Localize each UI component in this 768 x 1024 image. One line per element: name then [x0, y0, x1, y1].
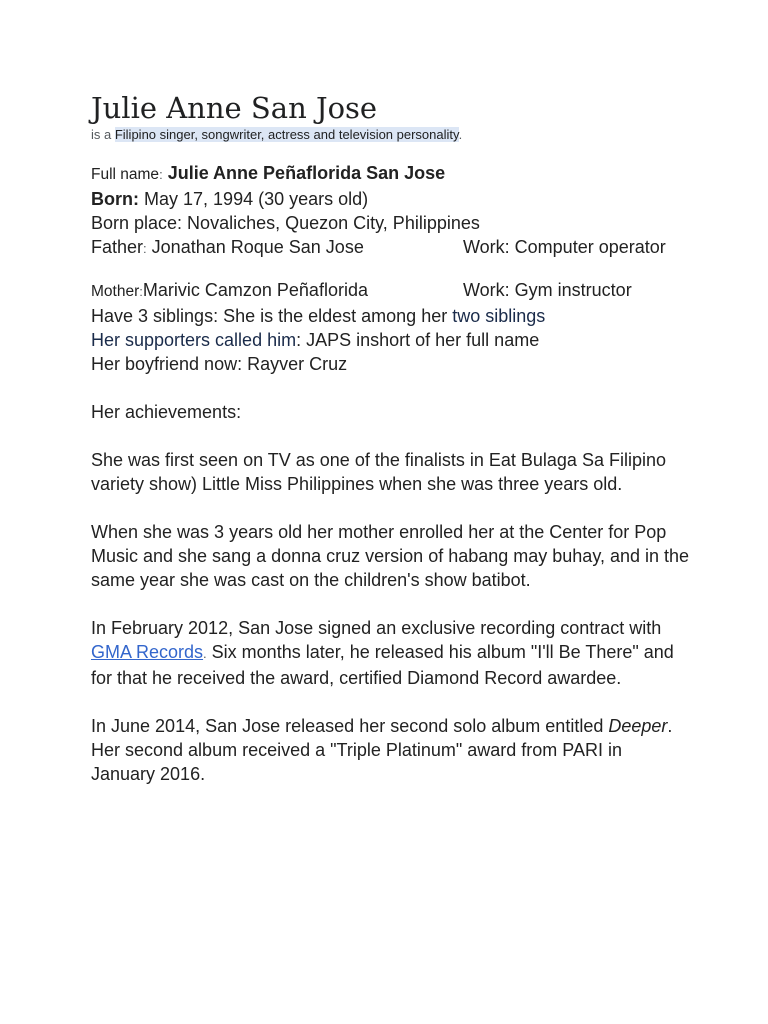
full-name-label: Full name	[91, 166, 160, 183]
gma-records-link[interactable]: GMA Records	[91, 642, 204, 662]
subtitle-suffix: .	[458, 127, 463, 142]
page-title: Julie Anne San Jose	[91, 91, 378, 125]
subtitle-highlight: Filipino singer, songwriter, actress and television personality	[114, 127, 459, 142]
full-name-colon: :	[159, 167, 163, 182]
achievement-paragraph-4	[91, 714, 691, 786]
p4-album-title: Deeper	[608, 716, 668, 736]
full-name-row	[91, 161, 691, 187]
p4-prefix: In June 2014, San Jose released her second solo album entitled	[91, 716, 609, 736]
father-work: Work: Computer operator	[463, 237, 666, 257]
subtitle-prefix: is a	[91, 127, 115, 142]
mother-colon: :	[139, 284, 143, 299]
mother-value: Marivic Camzon Peñaflorida	[142, 280, 368, 300]
father-colon: :	[143, 241, 147, 256]
p4-suffix: . Her second album received a "Triple Platinum" award from PARI in January 2016.	[91, 716, 673, 784]
page-subtitle	[91, 128, 691, 142]
father-label: Father	[91, 237, 144, 257]
mother-row	[91, 278, 691, 304]
achievements-heading: Her achievements:	[91, 402, 242, 422]
siblings-row	[91, 304, 691, 328]
mother-label: Mother	[91, 283, 140, 300]
p3-suffix: Six months later, he released his album "I'll Be There" and for that he received the award, certified Diamond Record awardee.	[91, 642, 674, 688]
p3-dot: .	[203, 646, 207, 661]
full-name-value: Julie Anne Peñaflorida San Jose	[167, 163, 446, 183]
born-place-row: Born place: Novaliches, Quezon City, Philippines	[91, 213, 480, 233]
supporters-suffix: : JAPS inshort of her full name	[296, 330, 540, 350]
siblings-highlight: two siblings	[452, 306, 546, 326]
achievement-paragraph-1: She was first seen on TV as one of the finalists in Eat Bulaga Sa Filipino variety show) Little Miss Philippines when she was three years old.	[91, 450, 666, 494]
achievement-paragraph-3	[91, 616, 691, 690]
p3-prefix: In February 2012, San Jose signed an exclusive recording contract with	[91, 618, 662, 638]
supporters-prefix: Her supporters called him	[91, 330, 297, 350]
document-page	[91, 88, 691, 786]
supporters-row	[91, 328, 691, 352]
born-label: Born:	[91, 189, 139, 209]
born-row	[91, 187, 691, 211]
mother-work: Work: Gym instructor	[463, 280, 632, 300]
achievement-paragraph-2: When she was 3 years old her mother enrolled her at the Center for Pop Music and she sang a donna cruz version of habang may buhay, and in the same year she was cast on the children's show batibot.	[91, 522, 690, 590]
father-row	[91, 235, 691, 261]
father-value: Jonathan Roque San Jose	[151, 237, 364, 257]
siblings-prefix: Have 3 siblings: She is the eldest among her	[91, 306, 453, 326]
boyfriend-row: Her boyfriend now: Rayver Cruz	[91, 354, 348, 374]
born-value: May 17, 1994 (30 years old)	[144, 189, 369, 209]
